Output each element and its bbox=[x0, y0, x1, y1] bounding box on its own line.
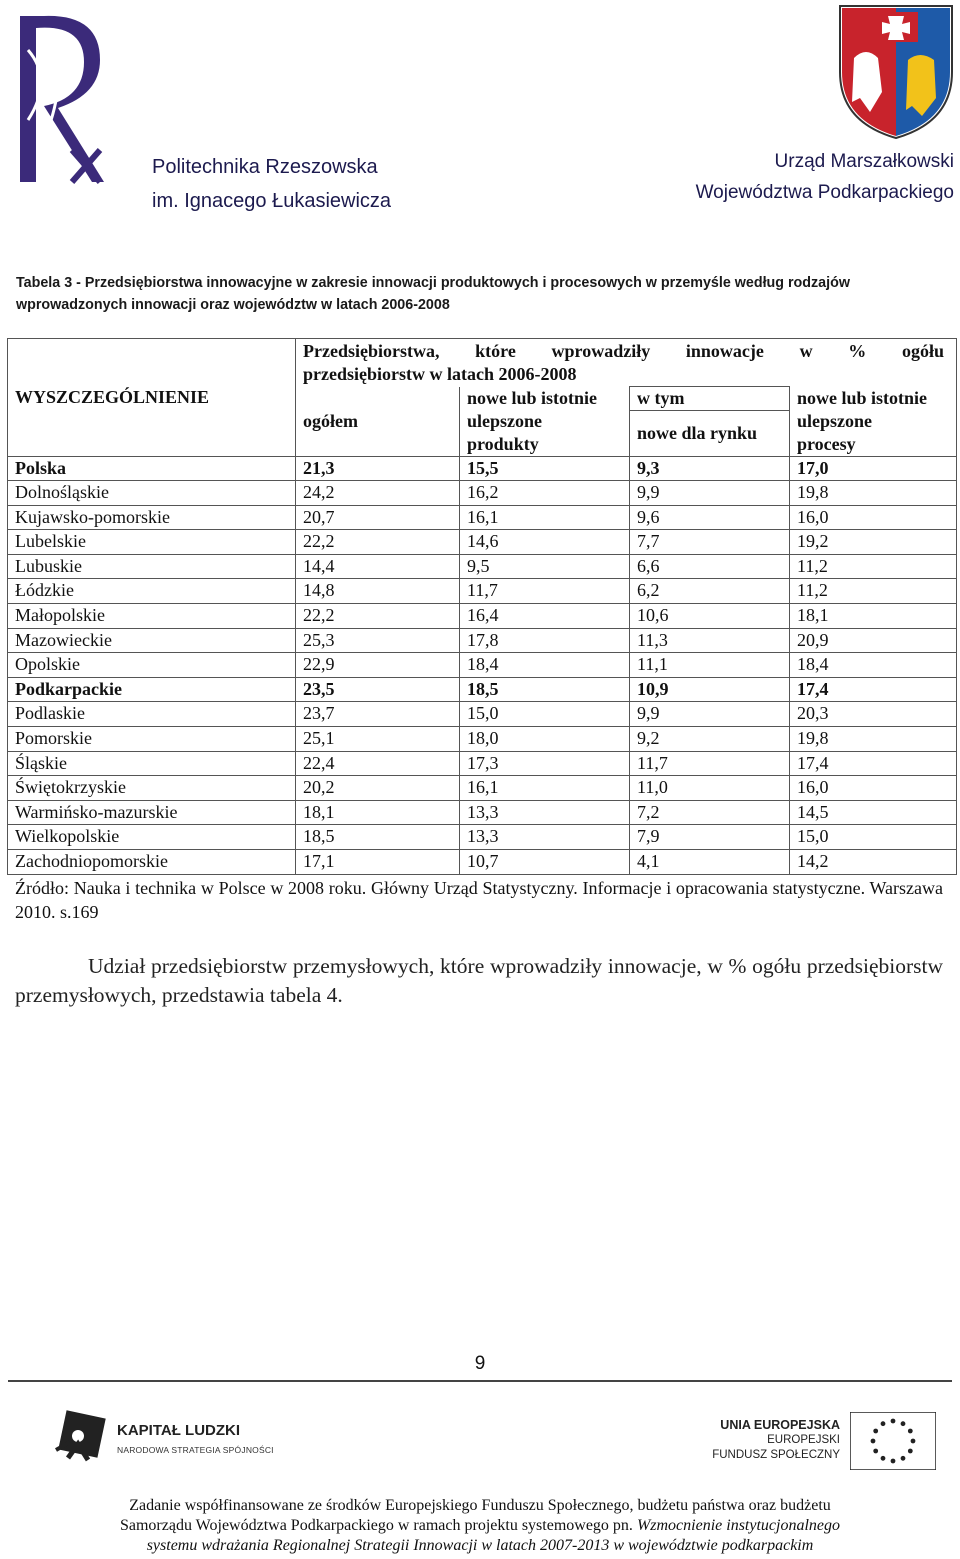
cell-total: 21,3 bbox=[296, 456, 460, 481]
cell-total: 18,5 bbox=[296, 825, 460, 850]
cell-products: 10,7 bbox=[460, 850, 630, 875]
page-number: 9 bbox=[474, 1353, 486, 1374]
cell-process: 11,2 bbox=[790, 554, 957, 579]
header-spec: WYSZCZEGÓLNIENIE bbox=[8, 339, 296, 457]
university-logo-icon bbox=[14, 10, 106, 188]
header-wtym: w tym bbox=[630, 387, 790, 411]
cell-process: 17,4 bbox=[790, 751, 957, 776]
cell-market: 7,2 bbox=[630, 800, 790, 825]
cell-name: Polska bbox=[8, 456, 296, 481]
cell-name: Lubuskie bbox=[8, 554, 296, 579]
cell-products: 11,7 bbox=[460, 579, 630, 604]
table-row bbox=[8, 825, 957, 850]
header-process-line2: ulepszone bbox=[797, 410, 873, 431]
cell-process: 19,8 bbox=[790, 727, 957, 752]
table-caption: Tabela 3 - Przedsiębiorstwa innowacyjne w zakresie innowacji produktowych i procesowych w przemyśle według rodzajów wprowadzonych innowacji oraz województw w latach 2006-2008 bbox=[16, 275, 850, 313]
table-row bbox=[8, 677, 957, 702]
cell-products: 13,3 bbox=[460, 825, 630, 850]
data-table bbox=[7, 338, 957, 875]
cell-market: 4,1 bbox=[630, 850, 790, 875]
table-source: Źródło: Nauka i technika w Polsce w 2008 roku. Główny Urząd Statystyczny. Informacje i opracowania statystyczne. Warszawa 2010. s.169 bbox=[15, 878, 943, 922]
table-row bbox=[8, 604, 957, 629]
cell-total: 20,2 bbox=[296, 776, 460, 801]
cell-process: 16,0 bbox=[790, 776, 957, 801]
cell-total: 22,4 bbox=[296, 751, 460, 776]
cell-market: 6,2 bbox=[630, 579, 790, 604]
eu-star-icon bbox=[891, 1459, 896, 1464]
eu-star-icon bbox=[871, 1439, 876, 1444]
cell-products: 16,1 bbox=[460, 776, 630, 801]
cell-products: 16,2 bbox=[460, 481, 630, 506]
funding-line3: systemu wdrażania Regionalnej Strategii Innowacji w latach 2007-2013 w województwie podkarpackim bbox=[146, 1537, 814, 1554]
cell-market: 9,6 bbox=[630, 505, 790, 530]
office-name bbox=[696, 146, 954, 208]
body-paragraph bbox=[15, 952, 943, 1010]
cell-total: 25,3 bbox=[296, 628, 460, 653]
header-products-line3: produkty bbox=[467, 433, 539, 454]
cell-total: 18,1 bbox=[296, 800, 460, 825]
cell-total: 22,2 bbox=[296, 604, 460, 629]
cell-products: 13,3 bbox=[460, 800, 630, 825]
cell-market: 9,2 bbox=[630, 727, 790, 752]
body-paragraph-text: Udział przedsiębiorstw przemysłowych, które wprowadziły innowacje, w % ogółu przedsiębiorstw przemysłowych, przedstawia tabela 4. bbox=[15, 954, 943, 1007]
cell-total: 22,2 bbox=[296, 530, 460, 555]
cell-market: 10,9 bbox=[630, 677, 790, 702]
table-row bbox=[8, 776, 957, 801]
cell-products: 15,5 bbox=[460, 456, 630, 481]
office-name-line2: Województwa Podkarpackiego bbox=[695, 182, 954, 203]
cell-market: 7,7 bbox=[630, 530, 790, 555]
cell-total: 24,2 bbox=[296, 481, 460, 506]
cell-products: 15,0 bbox=[460, 702, 630, 727]
eu-star-icon bbox=[873, 1449, 878, 1454]
table-row bbox=[8, 653, 957, 678]
cell-market: 7,9 bbox=[630, 825, 790, 850]
eu-line2: EUROPEJSKI bbox=[767, 1434, 840, 1446]
cell-products: 17,3 bbox=[460, 751, 630, 776]
kl-title: KAPITAŁ LUDZKI bbox=[117, 1422, 241, 1439]
cell-products: 16,4 bbox=[460, 604, 630, 629]
cell-name: Wielkopolskie bbox=[8, 825, 296, 850]
header-group bbox=[296, 339, 957, 387]
cell-process: 18,4 bbox=[790, 653, 957, 678]
cell-name: Podkarpackie bbox=[8, 677, 296, 702]
cell-market: 9,9 bbox=[630, 702, 790, 727]
cell-process: 19,2 bbox=[790, 530, 957, 555]
cell-products: 14,6 bbox=[460, 530, 630, 555]
eu-line1: UNIA EUROPEJSKA bbox=[720, 1418, 840, 1432]
cell-process: 17,0 bbox=[790, 456, 957, 481]
cell-name: Pomorskie bbox=[8, 727, 296, 752]
cell-name: Kujawsko-pomorskie bbox=[8, 505, 296, 530]
funding-line2-regular: Samorządu Województwa Podkarpackiego w ramach projektu systemowego pn. bbox=[119, 1517, 637, 1534]
eu-star-icon bbox=[911, 1439, 916, 1444]
funding-line2-italic: Wzmocnienie instytucjonalnego bbox=[636, 1517, 840, 1534]
cell-process: 17,4 bbox=[790, 677, 957, 702]
table-row bbox=[8, 481, 957, 506]
cell-process: 14,5 bbox=[790, 800, 957, 825]
cell-market: 9,9 bbox=[630, 481, 790, 506]
coat-of-arms-icon bbox=[836, 2, 956, 140]
eu-line3: FUNDUSZ SPOŁECZNY bbox=[712, 1449, 840, 1461]
office-name-line1: Urząd Marszałkowski bbox=[774, 151, 954, 172]
cell-process: 16,0 bbox=[790, 505, 957, 530]
table-row bbox=[8, 505, 957, 530]
cell-market: 11,3 bbox=[630, 628, 790, 653]
cell-market: 11,0 bbox=[630, 776, 790, 801]
cell-process: 20,3 bbox=[790, 702, 957, 727]
cell-process: 11,2 bbox=[790, 579, 957, 604]
cell-market: 10,6 bbox=[630, 604, 790, 629]
cell-name: Dolnośląskie bbox=[8, 481, 296, 506]
cell-name: Łódzkie bbox=[8, 579, 296, 604]
eu-star-icon bbox=[901, 1456, 906, 1461]
eu-flag-icon bbox=[850, 1412, 936, 1470]
table-row bbox=[8, 554, 957, 579]
cell-products: 9,5 bbox=[460, 554, 630, 579]
kl-subtitle: NARODOWA STRATEGIA SPÓJNOŚCI bbox=[117, 1445, 274, 1455]
cell-name: Opolskie bbox=[8, 653, 296, 678]
cell-process: 14,2 bbox=[790, 850, 957, 875]
cell-total: 23,7 bbox=[296, 702, 460, 727]
university-name-line1: Politechnika Rzeszowska bbox=[152, 156, 378, 178]
cell-total: 14,8 bbox=[296, 579, 460, 604]
table-header-row-1 bbox=[8, 339, 957, 387]
cell-name: Warmińsko-mazurskie bbox=[8, 800, 296, 825]
kapital-ludzki-logo-icon bbox=[48, 1408, 248, 1474]
table-row bbox=[8, 702, 957, 727]
university-name bbox=[152, 150, 391, 218]
funding-line1: Zadanie współfinansowane ze środków Europejskiego Funduszu Społecznego, budżetu państwa oraz budżetu bbox=[129, 1497, 831, 1514]
eu-star-icon bbox=[901, 1421, 906, 1426]
header-products bbox=[460, 387, 630, 457]
cell-total: 25,1 bbox=[296, 727, 460, 752]
header-process bbox=[790, 387, 957, 457]
cell-total: 20,7 bbox=[296, 505, 460, 530]
cell-name: Małopolskie bbox=[8, 604, 296, 629]
table-row bbox=[8, 579, 957, 604]
cell-market: 11,7 bbox=[630, 751, 790, 776]
eu-star-icon bbox=[908, 1429, 913, 1434]
header-products-line1: nowe lub istotnie bbox=[467, 387, 598, 408]
funding-line2 bbox=[0, 1516, 960, 1536]
eu-star-icon bbox=[881, 1456, 886, 1461]
cell-products: 18,0 bbox=[460, 727, 630, 752]
header-total: ogółem bbox=[296, 387, 460, 457]
table-row bbox=[8, 628, 957, 653]
cell-market: 11,1 bbox=[630, 653, 790, 678]
footer-divider bbox=[8, 1380, 952, 1382]
eu-star-icon bbox=[908, 1449, 913, 1454]
cell-name: Świętokrzyskie bbox=[8, 776, 296, 801]
cell-process: 20,9 bbox=[790, 628, 957, 653]
cell-name: Podlaskie bbox=[8, 702, 296, 727]
cell-market: 9,3 bbox=[630, 456, 790, 481]
table-row bbox=[8, 800, 957, 825]
funding-statement bbox=[0, 1496, 960, 1556]
header-process-line3: procesy bbox=[797, 433, 856, 454]
cell-total: 22,9 bbox=[296, 653, 460, 678]
cell-total: 23,5 bbox=[296, 677, 460, 702]
cell-name: Śląskie bbox=[8, 751, 296, 776]
eu-star-icon bbox=[873, 1429, 878, 1434]
cell-name: Zachodniopomorskie bbox=[8, 850, 296, 875]
cell-products: 18,4 bbox=[460, 653, 630, 678]
header-group-line2: przedsiębiorstw w latach 2006-2008 bbox=[303, 364, 577, 384]
cell-total: 14,4 bbox=[296, 554, 460, 579]
cell-products: 18,5 bbox=[460, 677, 630, 702]
cell-products: 17,8 bbox=[460, 628, 630, 653]
cell-process: 15,0 bbox=[790, 825, 957, 850]
header-group-line1: Przedsiębiorstwa, które wprowadziły innowacje w % ogółu bbox=[303, 341, 944, 361]
header-process-line1: nowe lub istotnie bbox=[797, 387, 928, 408]
eu-star-icon bbox=[881, 1421, 886, 1426]
cell-process: 18,1 bbox=[790, 604, 957, 629]
cell-name: Lubelskie bbox=[8, 530, 296, 555]
table-row bbox=[8, 727, 957, 752]
table-row bbox=[8, 850, 957, 875]
header-products-line2: ulepszone bbox=[467, 410, 543, 431]
cell-name: Mazowieckie bbox=[8, 628, 296, 653]
university-name-line2: im. Ignacego Łukasiewicza bbox=[152, 190, 392, 212]
header-market: nowe dla rynku bbox=[630, 411, 790, 456]
cell-market: 6,6 bbox=[630, 554, 790, 579]
table-row bbox=[8, 751, 957, 776]
table-row bbox=[8, 530, 957, 555]
cell-process: 19,8 bbox=[790, 481, 957, 506]
eu-star-icon bbox=[891, 1419, 896, 1424]
cell-total: 17,1 bbox=[296, 850, 460, 875]
cell-products: 16,1 bbox=[460, 505, 630, 530]
table-row bbox=[8, 456, 957, 481]
eu-text bbox=[712, 1418, 840, 1463]
